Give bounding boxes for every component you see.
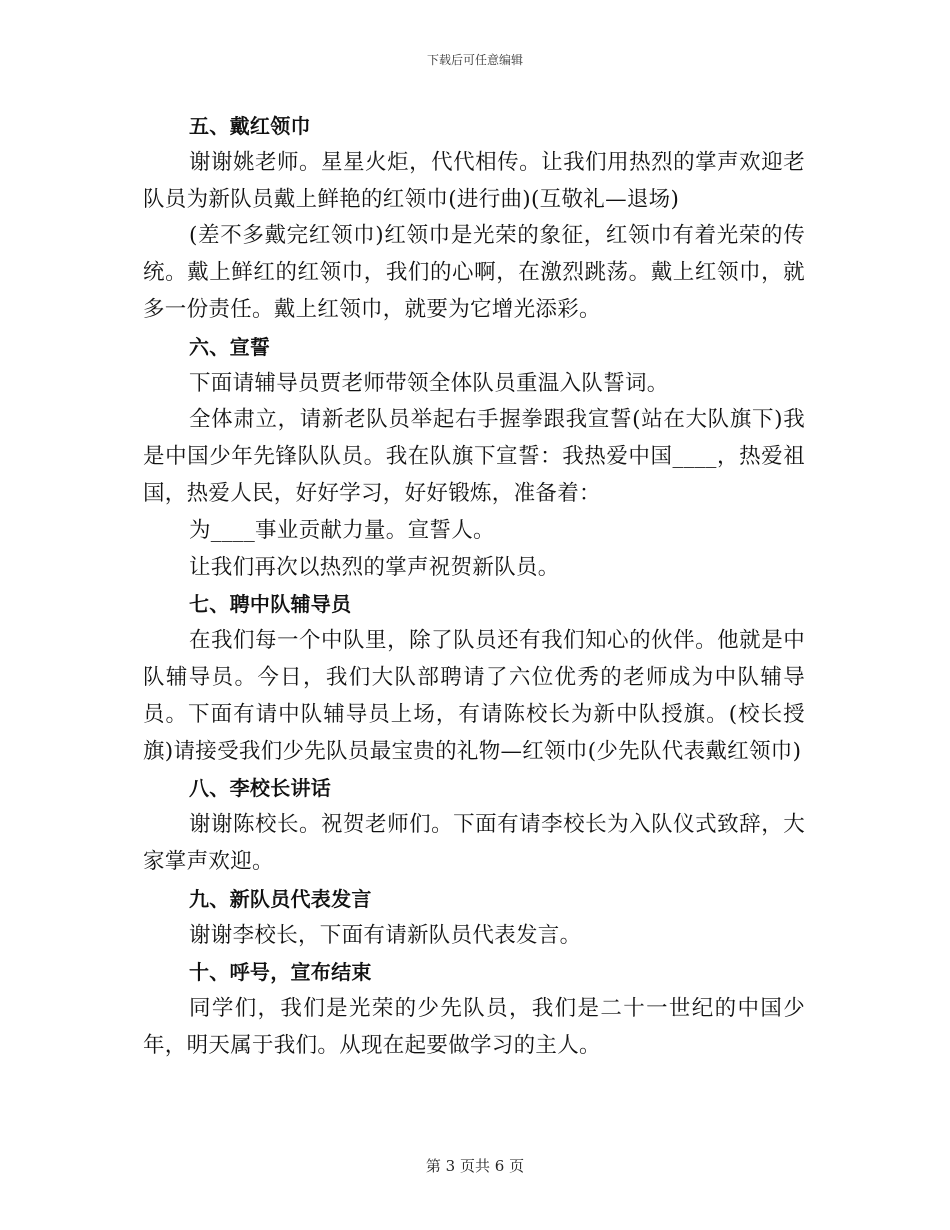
body-paragraph: 谢谢李校长，下面有请新队员代表发言。 — [189, 922, 582, 948]
body-paragraph: 谢谢陈校长。祝贺老师们。下面有请李校长为入队仪式致辞，大家掌声欢迎。 — [143, 812, 805, 874]
section-heading: 八、李校长讲话 — [189, 776, 332, 801]
section-heading: 六、宣誓 — [189, 334, 271, 359]
body-paragraph: 在我们每一个中队里，除了队员还有我们知心的伙伴。他就是中队辅导员。今日，我们大队部聘请了六位优秀的老师成为中队辅导员。下面有请中队辅导员上场，有请陈校长为新中队授旗。(校长授旗)请接受我们少先队员最宝贵的礼物—红领巾(少先队代表戴红领巾) — [143, 628, 805, 764]
body-paragraph: 同学们，我们是光荣的少先队员，我们是二十一世纪的中国少年，明天属于我们。从现在起要做学习的主人。 — [143, 996, 805, 1058]
section-heading: 七、聘中队辅导员 — [189, 592, 352, 617]
document-body — [143, 108, 805, 1065]
body-paragraph: 为____事业贡献力量。宣誓人。 — [189, 517, 495, 543]
body-paragraph: 下面请辅导员贾老师带领全体队员重温入队誓词。 — [189, 370, 669, 396]
body-paragraph: 全体肃立，请新老队员举起右手握拳跟我宣誓(站在大队旗下)我是中国少年先锋队队员。我在队旗下宣誓：我热爱中国____，热爱祖国，热爱人民，好好学习，好好锻炼，准备着： — [143, 407, 805, 506]
body-paragraph: 谢谢姚老师。星星火炬，代代相传。让我们用热烈的掌声欢迎老队员为新队员戴上鲜艳的红领巾(进行曲)(互敬礼—退场) — [143, 149, 805, 212]
section-heading: 五、戴红领巾 — [189, 114, 311, 138]
section-heading: 十、呼号，宣布结束 — [189, 960, 372, 985]
section-heading: 九、新队员代表发言 — [189, 886, 372, 911]
body-paragraph: 让我们再次以热烈的掌声祝贺新队员。 — [189, 554, 560, 580]
page-number: 第 3 页共 6 页 — [425, 1157, 525, 1175]
page-header: 下载后可任意编辑 — [426, 53, 523, 67]
body-paragraph: (差不多戴完红领巾)红领巾是光荣的象征，红领巾有着光荣的传统。戴上鲜红的红领巾，我们的心啊，在激烈跳荡。戴上红领巾，就多一份责任。戴上红领巾，就要为它增光添彩。 — [143, 223, 805, 322]
